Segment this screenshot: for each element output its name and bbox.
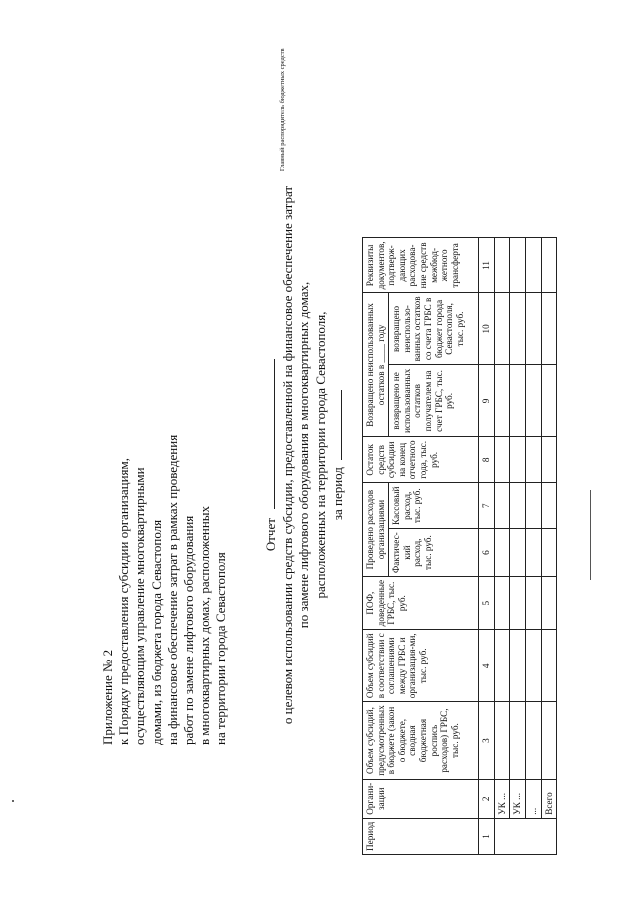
report-word: Отчет [263, 518, 278, 552]
column-number: 8 [479, 437, 495, 483]
header-pof: ПОФ, доведенные ГРБС, тыс. руб. [363, 576, 479, 629]
value-cell [510, 238, 526, 293]
header-expenses: Проведено расходов организациями [363, 483, 389, 577]
period-cell [494, 818, 556, 854]
column-number: 10 [479, 293, 495, 365]
value-cell [525, 702, 541, 779]
value-cell [525, 576, 541, 629]
value-cell [510, 630, 526, 702]
value-cell [525, 483, 541, 529]
organization-cell: УК ... [510, 779, 526, 818]
header-volume-budget: Объем субсидий, предусмотренных в бюджете (закон о бюджете, сводная бюджетная роспись расходов) ГРБС, тыс. руб. [363, 702, 479, 779]
organization-cell: ... [525, 779, 541, 818]
header-returned: Возвращено неиспользованных остатков в ____ году [363, 293, 389, 437]
period-label: за период [330, 467, 345, 521]
value-cell [510, 576, 526, 629]
margin-line [590, 490, 591, 580]
value-cell [494, 365, 510, 437]
value-cell [494, 437, 510, 483]
table-row-total [541, 238, 557, 855]
column-number: 5 [479, 576, 495, 629]
table-row [525, 238, 541, 855]
column-number: 4 [479, 630, 495, 702]
value-cell [494, 576, 510, 629]
table-row [494, 238, 510, 855]
header-cash-expense: Кассовый расход, тыс. руб. [389, 483, 479, 529]
report-line: по замене лифтового оборудования в многоквартирных домах, [296, 281, 311, 629]
value-cell [541, 576, 557, 629]
grbs-blank [262, 359, 275, 509]
annex-line: на финансовое обеспечение затрат в рамках проведения [164, 434, 180, 745]
annex-line: Приложение № 2 [100, 649, 115, 745]
value-cell [494, 293, 510, 365]
report-table [362, 237, 557, 855]
value-cell [510, 365, 526, 437]
value-cell [494, 238, 510, 293]
value-cell [525, 630, 541, 702]
value-cell [541, 365, 557, 437]
period-blank [329, 390, 342, 460]
organization-cell: УК ... [494, 779, 510, 818]
value-cell [541, 483, 557, 529]
header-documents: Реквизиты документов, подтверж-дающих расходова-ние средств межбюд-жетного трансферта [363, 238, 479, 293]
value-cell [510, 293, 526, 365]
header-period: Период [363, 818, 479, 854]
value-cell [525, 529, 541, 577]
period-line [329, 95, 347, 815]
header-actual-expense: Фактичес-кий расход, тыс. руб. [389, 529, 479, 577]
total-label: Всего [541, 779, 557, 818]
annex-line: к Порядку предоставления субсидии организациям, [116, 457, 132, 745]
column-number: 7 [479, 483, 495, 529]
column-number: 2 [479, 779, 495, 818]
annex-header [100, 225, 230, 745]
value-cell [541, 293, 557, 365]
value-cell [541, 702, 557, 779]
annex-line: работ по замене лифтового оборудования [181, 515, 197, 745]
report-line: о целевом использовании средств субсидии, предоставленной на финансовое обеспечение затрат [279, 185, 295, 725]
scan-speck [12, 800, 14, 802]
value-cell [494, 702, 510, 779]
value-cell [494, 630, 510, 702]
header-organizations: Органи-зации [363, 779, 479, 818]
report-line: расположенных на территории города Севастополя, [312, 311, 328, 599]
value-cell [541, 529, 557, 577]
column-number: 6 [479, 529, 495, 577]
value-cell [525, 365, 541, 437]
report-heading-line [262, 48, 286, 552]
header-remainder: Остаток средств субсидии на конец отчетного года, тыс. руб. [363, 437, 479, 483]
table-row [510, 238, 526, 855]
annex-line: на территории города Севастополя [213, 552, 229, 745]
annex-line: в многоквартирных домах, расположенных [197, 505, 213, 745]
annex-line: домами, из бюджета города Севастополя [148, 519, 164, 745]
value-cell [541, 238, 557, 293]
value-cell [525, 293, 541, 365]
value-cell [510, 437, 526, 483]
header-volume-agreement: Объем субсидий в соответствии с соглашениями между ГРБС и организация-ми, тыс. руб. [363, 630, 479, 702]
value-cell [525, 238, 541, 293]
column-number: 1 [479, 818, 495, 854]
value-cell [541, 437, 557, 483]
column-number: 11 [479, 238, 495, 293]
value-cell [541, 630, 557, 702]
value-cell [525, 437, 541, 483]
annex-line: осуществляющим управление многоквартирными [132, 467, 148, 745]
column-number: 3 [479, 702, 495, 779]
column-number: 9 [479, 365, 495, 437]
value-cell [494, 483, 510, 529]
header-returned-to-grbs: возвращено не использованных остатков получателем на счет ГРБС, тыс. руб. [389, 365, 479, 437]
grbs-label: Главный распорядитель бюджетных средств [279, 48, 286, 172]
value-cell [510, 483, 526, 529]
value-cell [510, 529, 526, 577]
value-cell [510, 702, 526, 779]
header-returned-to-budget: возвращено неиспользо-ванных остатков со счета ГРБС в бюджет города Севастополя, тыс. руб. [389, 293, 479, 365]
report-title [262, 48, 347, 815]
value-cell [494, 529, 510, 577]
